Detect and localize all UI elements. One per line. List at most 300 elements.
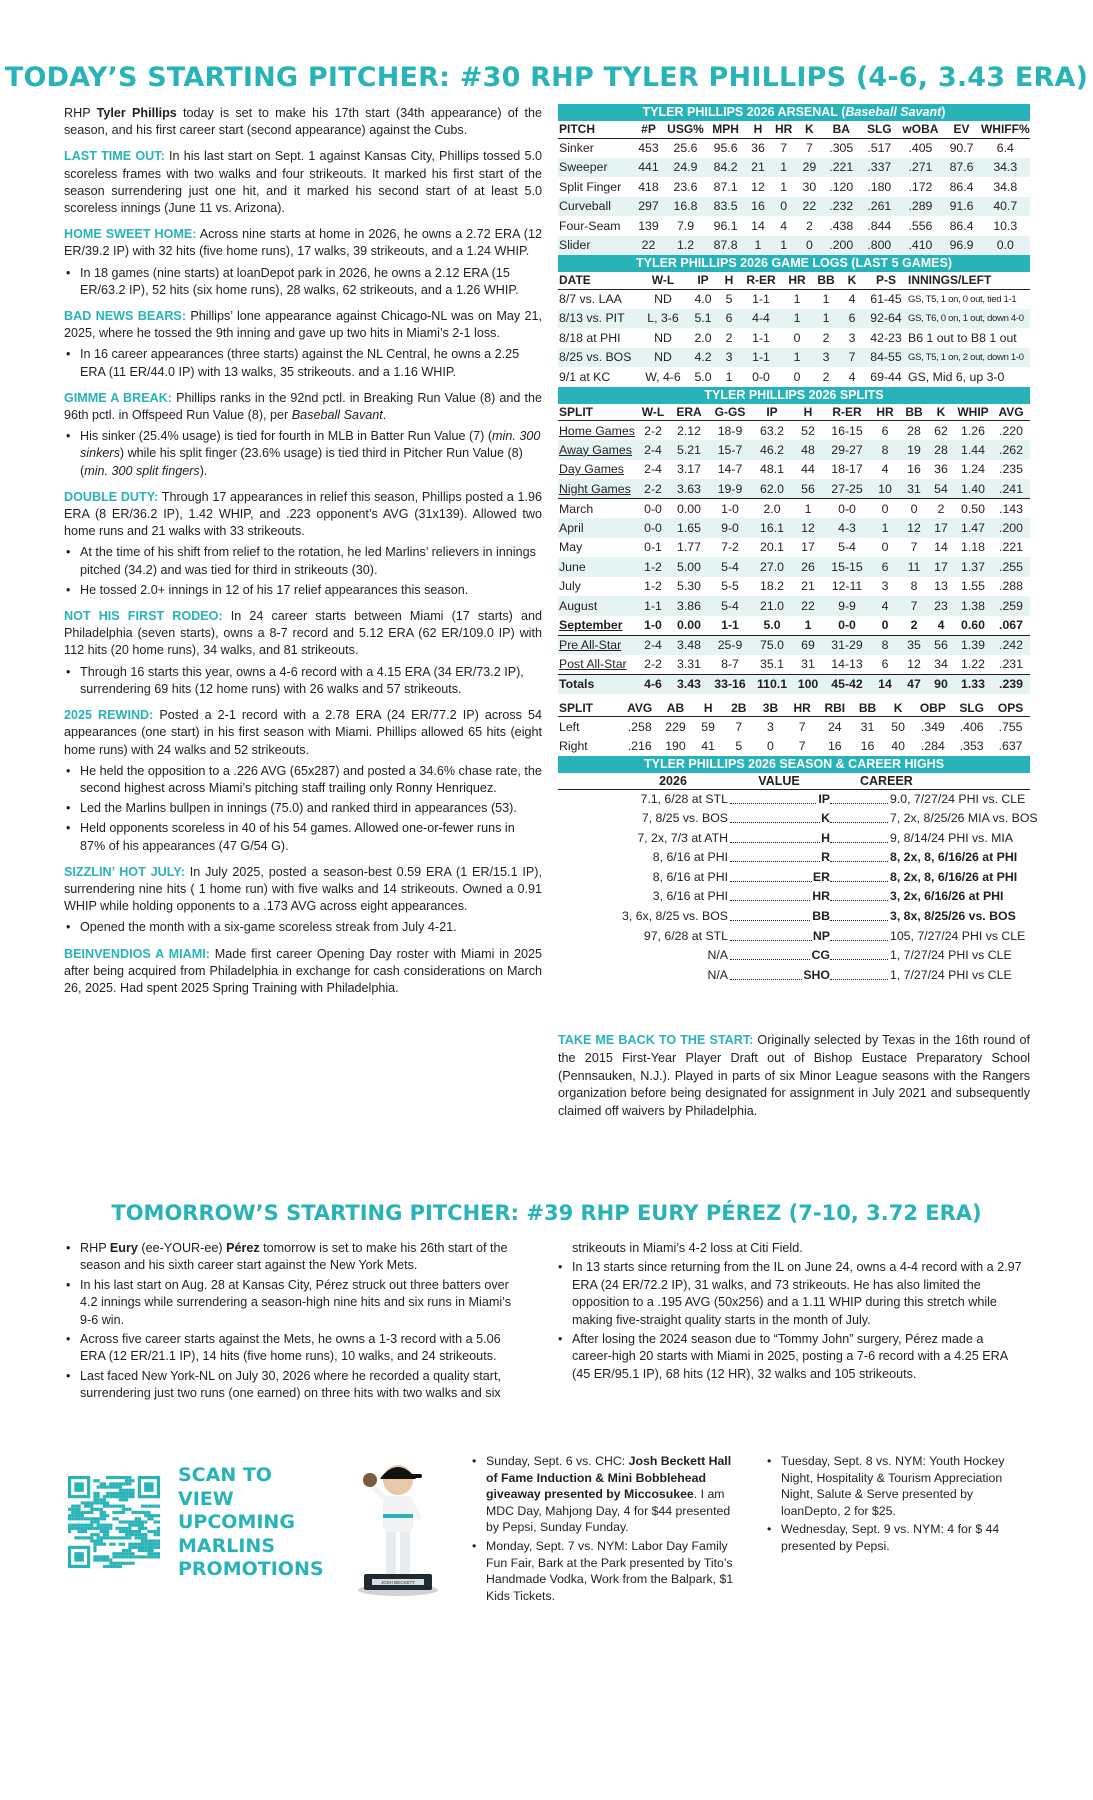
table-cell: 100 [797, 677, 819, 691]
column-header: RBI [817, 700, 852, 717]
column-header: IP [688, 272, 718, 289]
highs-row [558, 966, 1030, 986]
table-row [558, 216, 1030, 236]
table-cell: 24.9 [673, 160, 698, 175]
column-header: H [693, 700, 724, 717]
table-cell: 54 [928, 479, 954, 499]
career-high [830, 946, 1030, 966]
table-cell: 7 [910, 540, 918, 555]
table-cell: 18-17 [831, 462, 863, 477]
table-cell: .261 [867, 199, 892, 214]
table-cell: 3.17 [677, 462, 701, 477]
table-cell: 0.60 [954, 616, 992, 636]
table-cell: 1.38 [961, 598, 985, 613]
table-cell: 17 [934, 559, 948, 574]
bullet: • In 16 career appearances (three starts) against the NL Central, he owns a 2.25 ERA (11 ER/44.0 IP) with 13 walks, 35 strikeouts. and a 1.16 WHIP. [64, 346, 542, 380]
table-cell: 4-4 [752, 311, 770, 326]
table-cell: 1-1 [644, 598, 662, 613]
stat-category [728, 848, 830, 868]
gamelogs-table [558, 272, 1030, 387]
table-row [558, 717, 1030, 737]
table-cell: Sweeper [559, 160, 608, 175]
july-bullets [64, 919, 542, 936]
table-cell: 42-23 [870, 330, 902, 345]
career-high [830, 848, 1030, 868]
season-high: 7, 8/25 vs. BOS [641, 811, 728, 826]
table-cell: 1 [822, 292, 830, 306]
column-header: PITCH [558, 121, 632, 138]
column-header: P-S [864, 272, 908, 289]
column-header: K [928, 404, 954, 421]
bullet: • At the time of his shift from relief to the rotation, he led Marlins’ relievers in innings pitched (34.2) and was tied for third in strikeouts (30). [64, 544, 542, 578]
table-cell: 3.31 [670, 655, 708, 675]
highs-row [558, 848, 1030, 868]
column-header: AB [658, 700, 693, 717]
table-cell: 1-1 [752, 330, 770, 345]
arsenal-title [558, 104, 1030, 121]
table-cell: 4 [928, 616, 954, 636]
table-cell: 5.30 [677, 579, 701, 594]
table-cell: 8/7 vs. LAA [559, 292, 622, 306]
section-heading: GIMME A BREAK: [64, 390, 172, 405]
highs-row [558, 907, 1030, 927]
table-cell: 16.8 [673, 199, 698, 214]
table-cell: .556 [908, 218, 933, 233]
table-cell: 2 [937, 501, 945, 516]
table-cell: 1.65 [677, 520, 701, 535]
column-header: K [840, 272, 864, 289]
column-header: K [797, 121, 823, 138]
qr-code-icon[interactable] [68, 1476, 160, 1568]
table-cell: 190 [665, 738, 686, 753]
table-cell: 15-15 [831, 559, 863, 574]
stat-category [728, 868, 830, 888]
table-cell: 31-29 [831, 638, 863, 652]
table-cell: .180 [867, 179, 892, 194]
cell-text: Pre All-Star [559, 638, 622, 652]
table-cell: .216 [627, 738, 652, 753]
table-cell: 19 [907, 442, 921, 457]
highs-header-value: VALUE [758, 773, 800, 788]
table-cell: 3 [822, 350, 830, 365]
section-heading: BAD NEWS BEARS: [64, 309, 187, 324]
table-cell: 1 [793, 350, 801, 365]
stat-category [728, 946, 830, 966]
table-row [558, 460, 1030, 480]
table-cell: 1.39 [961, 638, 985, 652]
table-cell: 0 [767, 738, 774, 753]
table-cell: 14 [934, 540, 948, 555]
section-heading: 2025 REWIND: [64, 708, 154, 723]
table-cell: 2-2 [644, 423, 662, 438]
table-cell: 34 [928, 655, 954, 675]
stat-category [728, 966, 830, 986]
career-text: 1, 7/27/24 PHI vs CLE [890, 967, 1012, 982]
home-bullets [64, 265, 542, 299]
table-cell: 297 [638, 199, 659, 214]
column-header: DATE [558, 272, 638, 289]
stat-label: K [821, 811, 830, 826]
season-high: 8, 6/16 at PHI [652, 869, 728, 884]
table-cell: .120 [829, 179, 854, 194]
table-cell: 8 [910, 579, 918, 594]
table-cell: .239 [999, 677, 1023, 691]
table-cell: 3 [725, 350, 733, 365]
table-row [558, 138, 1030, 158]
table-cell: 33-16 [714, 677, 746, 691]
scan-line: PROMOTIONS [178, 1558, 324, 1580]
table-cell: 36 [751, 141, 765, 155]
table-cell: 5 [735, 738, 743, 753]
table-cell: 110.1 [756, 677, 788, 691]
double-duty-paragraph [64, 489, 542, 541]
table-cell: Right [559, 738, 588, 753]
career-text: 3, 8x, 8/25/26 vs. BOS [890, 909, 1016, 924]
stat-label: H [821, 830, 830, 845]
table-cell: 3.63 [670, 479, 708, 499]
table-cell [558, 460, 636, 480]
table-cell: 12 [907, 520, 921, 535]
table-cell: 0-1 [644, 540, 662, 555]
table-cell: 40 [891, 738, 905, 753]
table-cell: 22 [802, 199, 817, 214]
table-cell: 441 [638, 160, 659, 175]
scan-line: UPCOMING [178, 1511, 295, 1533]
season-high: N/A [707, 948, 728, 963]
column-header: H [745, 121, 771, 138]
tomorrow-right-column [556, 1240, 1026, 1385]
table-cell: 25.6 [673, 141, 698, 155]
table-cell: .221 [829, 160, 854, 175]
table-cell [558, 479, 636, 499]
table-cell: Slider [559, 238, 591, 253]
table-cell: 1.24 [961, 462, 985, 477]
home-paragraph [64, 226, 542, 260]
table-cell: Split Finger [559, 179, 622, 194]
bullet: • In 18 games (nine starts) at loanDepot park in 2026, he owns a 2.12 ERA (15 ER/63.2 IP), 52 hits (six home runs), 28 walks, 62 strikeouts, and a 1.26 WHIP. [64, 265, 542, 299]
table-cell: 1-1 [752, 292, 770, 306]
table-cell [558, 440, 636, 460]
table-cell: 23.6 [673, 179, 698, 194]
table-cell: 3 [767, 719, 774, 734]
table-cell: 91.6 [949, 199, 974, 214]
promo-item[interactable] [470, 1453, 740, 1536]
table-cell: 18.2 [760, 579, 784, 594]
table-cell: .755 [998, 719, 1023, 734]
season-high: 97, 6/28 at STL [643, 928, 728, 943]
table-cell: 1-1 [752, 350, 770, 365]
table-cell: 7 [735, 719, 743, 734]
table-cell: B6 1 out to B8 1 out [908, 330, 1017, 345]
arsenal-table [558, 121, 1030, 255]
table-cell: 84.2 [713, 160, 738, 175]
leader-dots [730, 790, 830, 804]
scan-line: SCAN TO VIEW [178, 1464, 272, 1510]
table-cell: Curveball [559, 199, 611, 214]
bullet-continuation: strikeouts in Miami’s 4-2 loss at Citi Field. [572, 1241, 803, 1255]
column-header: #P [632, 121, 665, 138]
table-cell: GS, T6, 0 on, 1 out, down 4-0 [908, 312, 1024, 324]
table-cell: 75.0 [760, 638, 784, 652]
table-cell: 3 [848, 330, 856, 345]
table-cell: 2.12 [677, 423, 701, 438]
column-header: HR [787, 700, 818, 717]
highs-header-2026: 2026 [659, 773, 687, 788]
splits-table [558, 404, 1030, 694]
table-row [558, 236, 1030, 256]
table-cell: 87.6 [949, 160, 974, 175]
table-cell: .143 [999, 501, 1023, 516]
table-cell: 27-25 [824, 479, 870, 499]
table-cell: Left [559, 719, 580, 734]
table-cell: 8/18 at PHI [559, 330, 621, 345]
table-cell: ND [654, 330, 672, 345]
table-cell: 0.00 [670, 616, 708, 636]
table-cell: 83.5 [713, 199, 738, 214]
table-cell: .255 [999, 559, 1023, 574]
table-cell: .410 [908, 238, 933, 253]
table-row [558, 635, 1030, 655]
table-cell: 1 [793, 311, 801, 326]
intro-text: today is set to make his 17th start (34th appearance) of the season, and his first career start (second appearance) against the Cubs. [64, 106, 542, 138]
table-cell: 0 [793, 330, 801, 345]
table-cell: 2 [725, 330, 733, 345]
table-cell: .200 [829, 238, 854, 253]
leader-dots [730, 829, 830, 843]
table-cell: Sinker [559, 141, 594, 155]
bobblehead-image [350, 1456, 446, 1598]
table-cell: 29-27 [831, 442, 863, 457]
promo-text: Sunday, Sept. 6 vs. CHC: [486, 1454, 629, 1468]
table-cell: 7 [780, 141, 788, 155]
bullet: • Across five career starts against the Mets, he owns a 1-3 record with a 5.06 ERA (12 ER/21.1 IP), 14 hits (five home runs), 10 walks, and 24 strikeouts. [64, 1331, 520, 1366]
table-cell: 1.44 [961, 442, 985, 457]
column-header: SPLIT [558, 700, 621, 717]
table-row [558, 577, 1030, 597]
stat-category [728, 790, 830, 810]
table-cell: 56 [934, 638, 948, 652]
scan-promo-heading [178, 1464, 324, 1582]
promo-item[interactable]: • Tuesday, Sept. 8 vs. NYM: Youth Hockey Night, Hospitality & Tourism Appreciation Night, Salute & Serve presented by loanDepto, 2 for $25. [765, 1453, 1035, 1519]
section-text: In his last start on Sept. 1 against Kansas City, Phillips tossed 5.0 scoreless frames with two walks and four strikeouts. It marked his first start of the season surrendering just one hit, and it marked his second start of at least 5.0 scoreless innings (June 11 vs. Arizona). [64, 149, 542, 216]
table-cell: 7 [805, 141, 813, 155]
table-cell: ND [654, 350, 672, 365]
table-cell: 22 [641, 238, 656, 253]
highs-row [558, 790, 1030, 810]
bullet-text: ). [199, 463, 208, 478]
table-cell: 90 [934, 677, 948, 691]
stat-label: NP [812, 928, 830, 943]
bullet: • Opened the month with a six-game scoreless streak from July 4-21. [64, 919, 542, 936]
page-title: TODAY’S STARTING PITCHER: #30 RHP TYLER PHILLIPS (4-6, 3.43 ERA) [4, 62, 1089, 93]
leader-dots [830, 848, 888, 862]
table-cell: .284 [920, 738, 945, 753]
table-row [558, 479, 1030, 499]
table-cell: 7 [798, 719, 806, 734]
table-row [558, 655, 1030, 675]
table-cell: 8 [881, 638, 889, 652]
table-cell: 7 [798, 738, 806, 753]
career-text: 9, 8/14/24 PHI vs. MIA [890, 830, 1014, 845]
season-high: 3, 6/16 at PHI [652, 889, 728, 904]
column-header: BB [852, 700, 883, 717]
table-cell: 19-9 [708, 479, 752, 499]
bears-bullets [64, 346, 542, 380]
bullet-text: ) while his split finger (23.6% usage) is tied third in Pitcher Run Value (8) ( [80, 446, 523, 478]
career-high [830, 887, 1030, 907]
table-cell: 4 [848, 369, 856, 384]
tomorrow-title: TOMORROW’S STARTING PITCHER: #39 RHP EURY PÉREZ (7-10, 3.72 ERA) [111, 1201, 982, 1225]
table-cell: 2 [822, 369, 830, 384]
table-cell: 17 [934, 520, 948, 535]
column-header: SPLIT [558, 404, 636, 421]
column-header: INNINGS/LEFT [908, 272, 1030, 289]
career-high [830, 966, 1030, 986]
stat-category [728, 907, 830, 927]
table-cell: 1 [725, 369, 733, 384]
table-row [558, 440, 1030, 460]
cell-text: Day Games [559, 462, 624, 477]
table-cell: 86.4 [949, 179, 974, 194]
table-cell: GS, Mid 6, up 3-0 [908, 369, 1005, 384]
table-cell: 453 [638, 141, 659, 155]
table-cell: .637 [998, 738, 1023, 753]
table-cell: 3 [881, 579, 889, 594]
table-cell: 0-0 [644, 501, 662, 516]
table-cell: 8-7 [708, 655, 752, 675]
stat-category [728, 887, 830, 907]
table-cell: 1 [792, 616, 824, 636]
column-header: USG% [665, 121, 706, 138]
bullet-note: min. 300 sinkers [80, 429, 541, 461]
table-cell: .438 [829, 218, 854, 233]
table-cell: 0 [881, 501, 889, 516]
highs-row [558, 829, 1030, 849]
bullet: • He held the opposition to a .226 AVG (65x287) and posted a 34.6% chase rate, the second highest across Miami’s pitching staff trailing only Ronny Henriquez. [64, 763, 542, 797]
splits-title: TYLER PHILLIPS 2026 SPLITS [558, 387, 1030, 404]
table-cell: 1.2 [676, 238, 695, 253]
table-cell: .232 [829, 199, 854, 214]
stat-label: ER [812, 869, 830, 884]
highs-row [558, 887, 1030, 907]
table-cell: 2-2 [636, 655, 670, 675]
career-high [830, 907, 1030, 927]
table-cell: 10.3 [993, 218, 1018, 233]
table-cell: 12 [751, 179, 765, 194]
table-cell: 7 [848, 350, 856, 365]
table-cell: 2-4 [644, 462, 662, 477]
stat-label: SHO [803, 967, 830, 982]
table-cell: 22 [801, 598, 815, 613]
table-cell: 8 [881, 442, 889, 457]
july-paragraph [64, 864, 542, 916]
table-cell: 12 [801, 520, 815, 535]
table-cell: 14-13 [824, 655, 870, 675]
table-cell: L, 3-6 [647, 311, 679, 326]
table-cell: 87.1 [713, 179, 738, 194]
table-row [558, 499, 1030, 519]
career-text: 8, 2x, 8, 6/16/26 at PHI [890, 869, 1018, 884]
table-row [558, 177, 1030, 197]
highs-list [558, 790, 1038, 986]
table-cell: 5-4 [721, 598, 739, 613]
section-heading: TAKE ME BACK TO THE START: [558, 1033, 754, 1047]
table-cell: 1 [804, 501, 812, 516]
section-heading: HOME SWEET HOME: [64, 227, 197, 242]
table-cell: 15-7 [717, 442, 743, 457]
section-text: Originally selected by Texas in the 16th round of the 2015 First-Year Player Draft out of Bishop Eustace Preparatory School (Pennsauken, N.J.). Played in parts of six Minor League seasons with the Rangers organization before being designated for assignment in July 2021 and subsequently claimed off waivers by Philadelphia. [558, 1033, 1030, 1119]
table-cell: 20.1 [760, 540, 784, 555]
intro-paragraph [64, 105, 542, 139]
scan-line: MARLINS [178, 1534, 276, 1557]
column-header: H [792, 404, 824, 421]
table-cell: 50 [891, 719, 905, 734]
table-cell: 5.21 [677, 442, 701, 457]
table-cell: 5.0 [694, 369, 712, 384]
table-cell: 40.7 [993, 199, 1018, 214]
table-cell: 17 [801, 540, 815, 555]
stat-label: CG [811, 948, 830, 963]
table-cell: 56 [792, 479, 824, 499]
table-cell: .258 [627, 719, 652, 734]
highs-header-career: CAREER [860, 773, 913, 788]
table-cell: 26 [801, 559, 815, 574]
bullet: • In 13 starts since returning from the IL on June 24, owns a 4-4 record with a 2.97 ERA (24 ER/72.2 IP), 31 walks, and 73 strikeouts. He has also limited the opposition to a .195 AVG (50x256) and a 1.11 WHIP during this stretch while making five-straight quality starts in the month of July. [556, 1259, 1026, 1329]
promo-item[interactable]: • Wednesday, Sept. 9 vs. NYM: 4 for $ 44 presented by Pepsi. [765, 1521, 1035, 1554]
column-header: ERA [670, 404, 708, 421]
take-me-back-paragraph [558, 1032, 1030, 1121]
table-cell: 46.2 [760, 442, 784, 457]
section-text: Posted a 2-1 record with a 2.78 ERA (24 ER/77.2 IP) across 54 appearances (one start) in his first season with Miami. Phillips allowed 65 hits (eight home runs) with 24 walks and 52 strikeouts. [64, 708, 543, 757]
arsenal-title-source: Baseball Savant [845, 105, 942, 119]
table-cell: 95.6 [713, 141, 738, 155]
cell-text: September [559, 618, 623, 632]
column-header: OPS [991, 700, 1030, 717]
table-cell: 1.55 [961, 579, 985, 594]
table-cell: 6 [848, 311, 856, 326]
career-text: 8, 2x, 8, 6/16/26 at PHI [890, 850, 1018, 865]
column-header: wOBA [898, 121, 942, 138]
column-header: WHIP [954, 404, 992, 421]
table-cell: 1 [754, 238, 762, 253]
bullet-text: RHP [80, 1241, 110, 1255]
table-cell: 4.2 [694, 350, 712, 365]
table-cell: 35.1 [752, 655, 792, 675]
table-cell: 4.0 [694, 292, 712, 306]
table-cell: 1.47 [961, 520, 985, 535]
table-cell: 1.40 [954, 479, 992, 499]
highs-row [558, 946, 1030, 966]
highs-row [558, 809, 1038, 829]
table-cell: 1 [780, 238, 788, 253]
table-cell: 35 [907, 638, 921, 652]
table-row [558, 367, 1030, 387]
table-cell: 5-5 [721, 579, 739, 594]
table-cell: .349 [920, 719, 945, 734]
tomorrow-left-column [64, 1240, 520, 1405]
leader-dots [830, 790, 888, 804]
column-header: SLG [860, 121, 898, 138]
table-cell: 27.0 [760, 559, 784, 574]
promo-item[interactable]: • Monday, Sept. 7 vs. NYM: Labor Day Family Fun Fair, Bark at the Park presented by Tito’s Handmade Vodka, Work from the Balpark, $1 Kids Tickets. [470, 1538, 740, 1604]
table-cell: 13 [934, 579, 948, 594]
table-cell: .067 [992, 616, 1030, 636]
bullet: • He tossed 2.0+ innings in 12 of his 17 relief appearances this season. [64, 582, 542, 599]
table-cell: .406 [959, 719, 984, 734]
miami-paragraph [64, 946, 542, 998]
last-time-out-paragraph [64, 148, 542, 217]
table-cell: 1.26 [961, 423, 985, 438]
